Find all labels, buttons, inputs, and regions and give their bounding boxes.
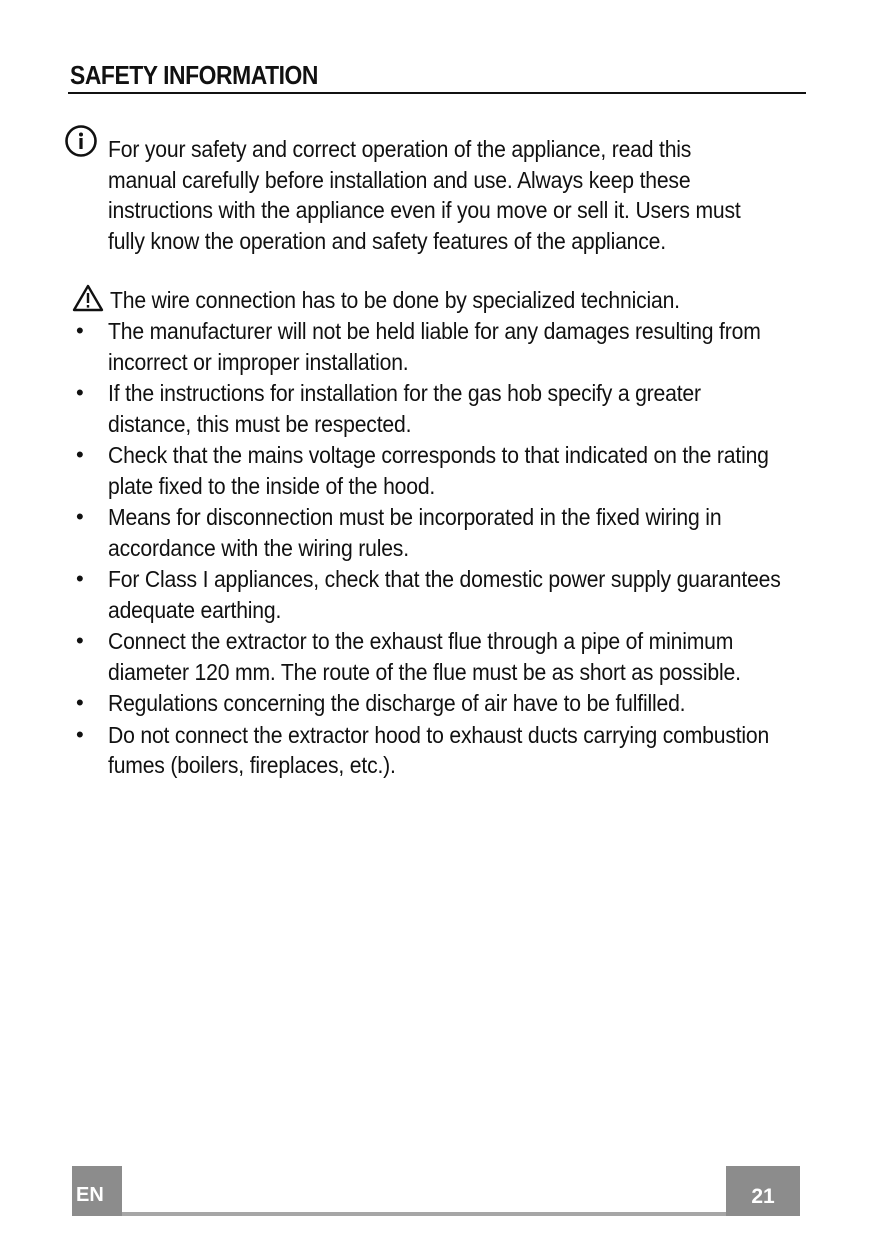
list-item-text: If the instructions for installation for the gas hob specify a greater distance, this must be respected. — [108, 380, 701, 437]
list-item — [72, 564, 812, 625]
list-item — [72, 720, 812, 781]
list-item — [72, 626, 812, 687]
list-item — [72, 502, 812, 563]
bullet-icon: • — [76, 566, 84, 591]
list-item-text: Means for disconnection must be incorporated in the fixed wiring in accordance with the wiring rules. — [108, 504, 722, 561]
page-number: 21 — [726, 1166, 800, 1216]
safety-bullet-list — [72, 316, 812, 782]
list-item-text: The manufacturer will not be held liable for any damages resulting from incorrect or improper installation. — [108, 318, 761, 375]
list-item-text: Check that the mains voltage corresponds to that indicated on the rating plate fixed to the inside of the hood. — [108, 442, 769, 499]
info-icon — [64, 124, 98, 158]
list-item — [72, 316, 812, 377]
list-item — [72, 378, 812, 439]
bullet-icon: • — [76, 318, 84, 343]
bullet-icon: • — [76, 442, 84, 467]
list-item-text: Regulations concerning the discharge of air have to be fulfilled. — [108, 690, 686, 716]
info-notice-text: For your safety and correct operation of the appliance, read this manual carefully before installation and use. Always keep these instructions with the appliance even if you move or sell it. Users must fully know the operation and safety features of the appliance. — [108, 136, 741, 254]
bullet-icon: • — [76, 380, 84, 405]
list-item-text: Connect the extractor to the exhaust flue through a pipe of minimum diameter 120 mm. The route of the flue must be as short as possible. — [108, 628, 741, 685]
list-item — [72, 440, 812, 501]
bullet-icon: • — [76, 690, 84, 715]
page-title: SAFETY INFORMATION — [70, 60, 318, 90]
warning-notice-text: The wire connection has to be done by specialized technician. — [110, 287, 680, 313]
bullet-icon: • — [76, 504, 84, 529]
list-item-text: For Class I appliances, check that the domestic power supply guarantees adequate earthing. — [108, 566, 781, 623]
warning-triangle-icon — [72, 284, 104, 312]
footer-divider — [72, 1212, 800, 1216]
page-footer — [72, 1166, 800, 1216]
bullet-icon: • — [76, 628, 84, 653]
list-item — [72, 688, 812, 719]
list-item-text: Do not connect the extractor hood to exhaust ducts carrying combustion fumes (boilers, fireplaces, etc.). — [108, 721, 770, 778]
bullet-icon: • — [76, 721, 84, 747]
language-badge: EN — [72, 1166, 122, 1216]
title-divider — [68, 92, 806, 94]
